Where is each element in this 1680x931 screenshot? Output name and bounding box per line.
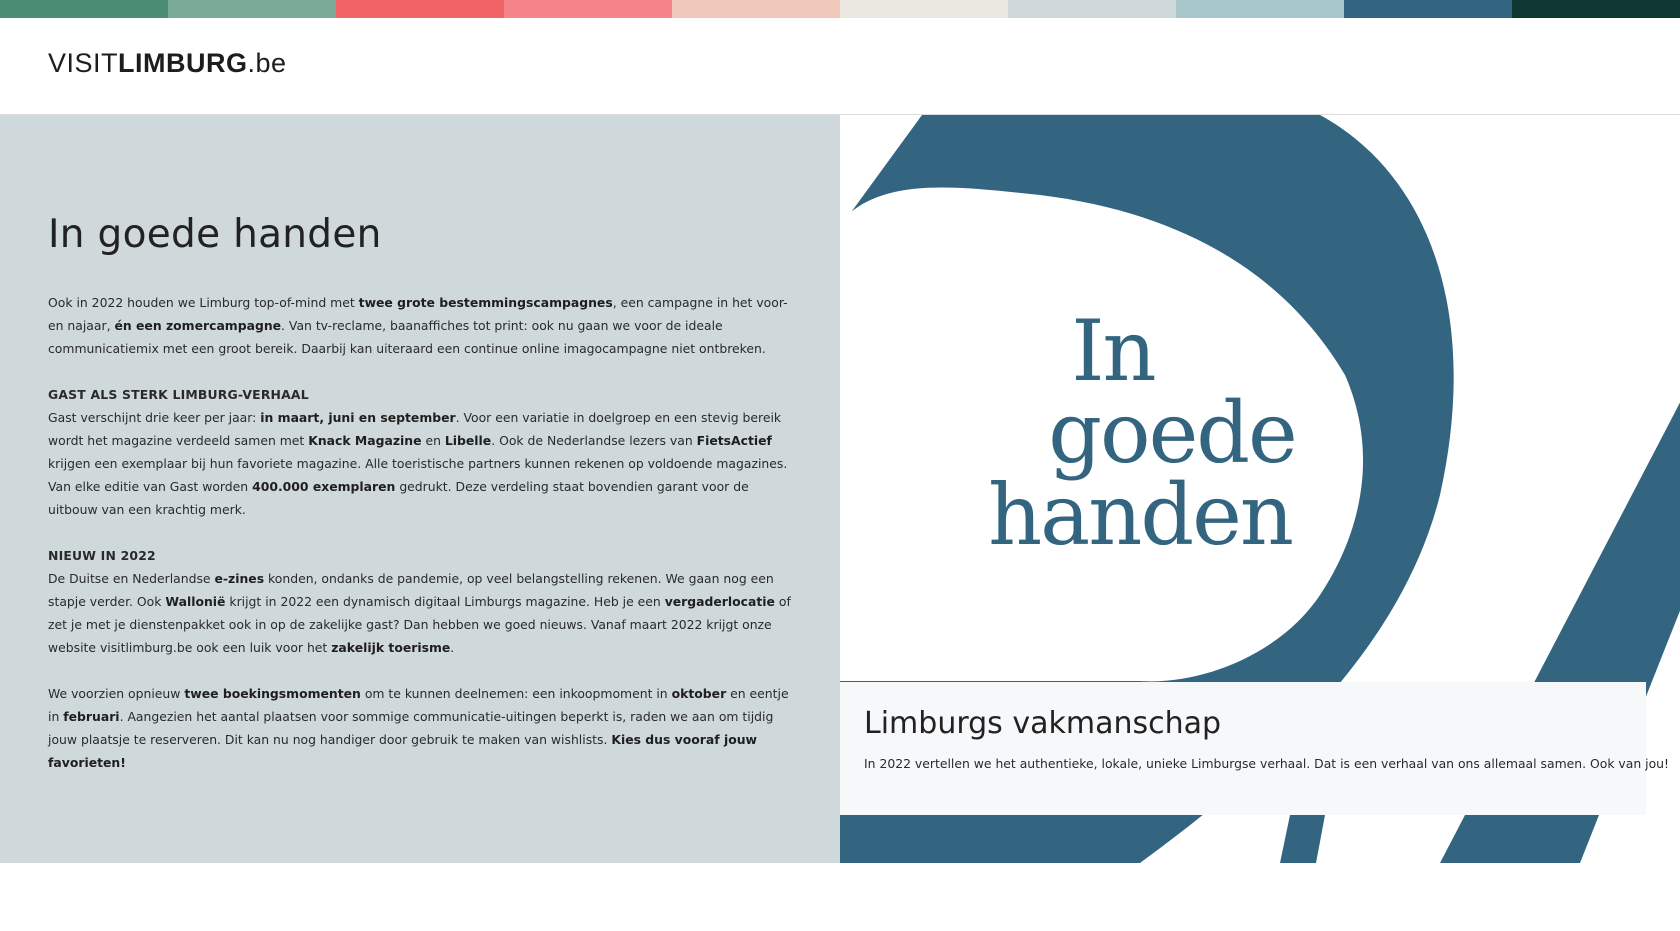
color-segment bbox=[840, 0, 1008, 18]
bold-run: e-zines bbox=[214, 571, 265, 586]
site-logo-link[interactable] bbox=[48, 50, 287, 77]
text-run: , een campagne in het voor- en najaar, bbox=[48, 295, 788, 333]
campaign-wordmark bbox=[960, 302, 1320, 564]
color-segment bbox=[672, 0, 840, 18]
bold-run: vergaderlocatie bbox=[664, 594, 775, 609]
boeking-paragraph bbox=[48, 682, 792, 774]
bold-run: twee grote bestemmingscampagnes bbox=[358, 295, 613, 310]
text-run: . Voor een variatie in doelgroep en een stevig bereik wordt het magazine verdeeld samen met bbox=[48, 410, 782, 448]
wordmark-line: handen bbox=[988, 466, 1292, 564]
bold-run: Kies dus vooraf jouw favorieten! bbox=[48, 732, 757, 770]
bold-run: Knack Magazine bbox=[308, 433, 422, 448]
text-run: krijgen een exemplaar bij hun favoriete magazine. Alle toeristische partners kunnen rekenen op voldoende magazines. Van elke editie van Gast worden bbox=[48, 456, 788, 494]
logo-part-limburg: LIMBURG bbox=[118, 48, 248, 78]
card-text: In 2022 vertellen we het authentieke, lokale, unieke Limburgse verhaal. Dat is een verhaal van ons allemaal samen. Ook van jou! bbox=[864, 756, 1669, 771]
brand-color-strip bbox=[0, 0, 1680, 18]
logo-part-visit: VISIT bbox=[48, 48, 119, 78]
color-segment bbox=[168, 0, 336, 18]
text-run: Ook in 2022 houden we Limburg top-of-mind met bbox=[48, 295, 359, 310]
site-header bbox=[0, 18, 1680, 115]
text-run: . Aangezien het aantal plaatsen voor sommige communicatie-uitingen beperkt is, raden we aan om tijdig jouw plaatsje te reserveren. Dit kan nu nog handiger door gebruik te maken van wishlists. bbox=[48, 709, 774, 747]
article-body bbox=[48, 291, 792, 797]
feature-card bbox=[840, 682, 1669, 815]
bold-run: februari bbox=[63, 709, 120, 724]
text-run: We voorzien opnieuw bbox=[48, 686, 185, 701]
bold-run: én een zomercampagne bbox=[114, 318, 282, 333]
bold-run: Wallonië bbox=[165, 594, 226, 609]
text-run: . Ook de Nederlandse lezers van bbox=[491, 433, 697, 448]
bold-run: twee boekingsmomenten bbox=[184, 686, 361, 701]
color-segment bbox=[504, 0, 672, 18]
text-run: . bbox=[450, 640, 455, 655]
logo-part-domain: .be bbox=[247, 48, 287, 78]
gast-section bbox=[48, 383, 792, 521]
text-run: en eentje in bbox=[48, 686, 789, 724]
text-run: Gast verschijnt drie keer per jaar: bbox=[48, 410, 261, 425]
text-run: of zet je met je dienstenpakket ook in op de zakelijke gast? Dan hebben we goed nieuws. Vanaf maart 2022 krijgt onze website visitlimburg.be ook een luik voor het bbox=[48, 594, 791, 655]
color-segment bbox=[336, 0, 504, 18]
nieuw-section bbox=[48, 544, 792, 659]
bold-run: 400.000 exemplaren bbox=[252, 479, 396, 494]
intro-paragraph bbox=[48, 291, 792, 360]
text-run: konden, ondanks de pandemie, op veel belangstelling rekenen. We gaan nog een stapje verder. Ook bbox=[48, 571, 774, 609]
section-heading-gast: GAST ALS STERK LIMBURG-VERHAAL bbox=[48, 387, 309, 402]
color-segment bbox=[1344, 0, 1512, 18]
text-run: gedrukt. Deze verdeling staat bovendien garant voor de uitbouw van een krachtig merk. bbox=[48, 479, 749, 517]
section-heading-nieuw: NIEUW IN 2022 bbox=[48, 548, 156, 563]
text-run: krijgt in 2022 een dynamisch digitaal Limburgs magazine. Heb je een bbox=[225, 594, 665, 609]
color-segment bbox=[0, 0, 168, 18]
bold-run: Libelle bbox=[444, 433, 492, 448]
color-segment bbox=[1176, 0, 1344, 18]
color-segment bbox=[1008, 0, 1176, 18]
bold-run: FietsActief bbox=[696, 433, 772, 448]
card-title: Limburgs vakmanschap bbox=[864, 706, 1222, 741]
page-title: In goede handen bbox=[48, 212, 382, 257]
wordmark-line: goede bbox=[1048, 384, 1296, 482]
text-run: en bbox=[421, 433, 445, 448]
swirl-thin-stroke bbox=[1280, 815, 1325, 863]
text-run: De Duitse en Nederlandse bbox=[48, 571, 215, 586]
bold-run: in maart, juni en september bbox=[260, 410, 456, 425]
text-run: . Van tv-reclame, baanaffiches tot print: ook nu gaan we voor de ideale communicatiemix met een groot bereik. Daarbij kan uiteraard een continue online imagocampagne niet ontbreken. bbox=[48, 318, 766, 356]
wordmark-line: In bbox=[1071, 302, 1155, 400]
text-run: om te kunnen deelnemen: een inkoopmoment in bbox=[360, 686, 672, 701]
bold-run: zakelijk toerisme bbox=[331, 640, 451, 655]
bold-run: oktober bbox=[671, 686, 727, 701]
color-segment bbox=[1512, 0, 1680, 18]
